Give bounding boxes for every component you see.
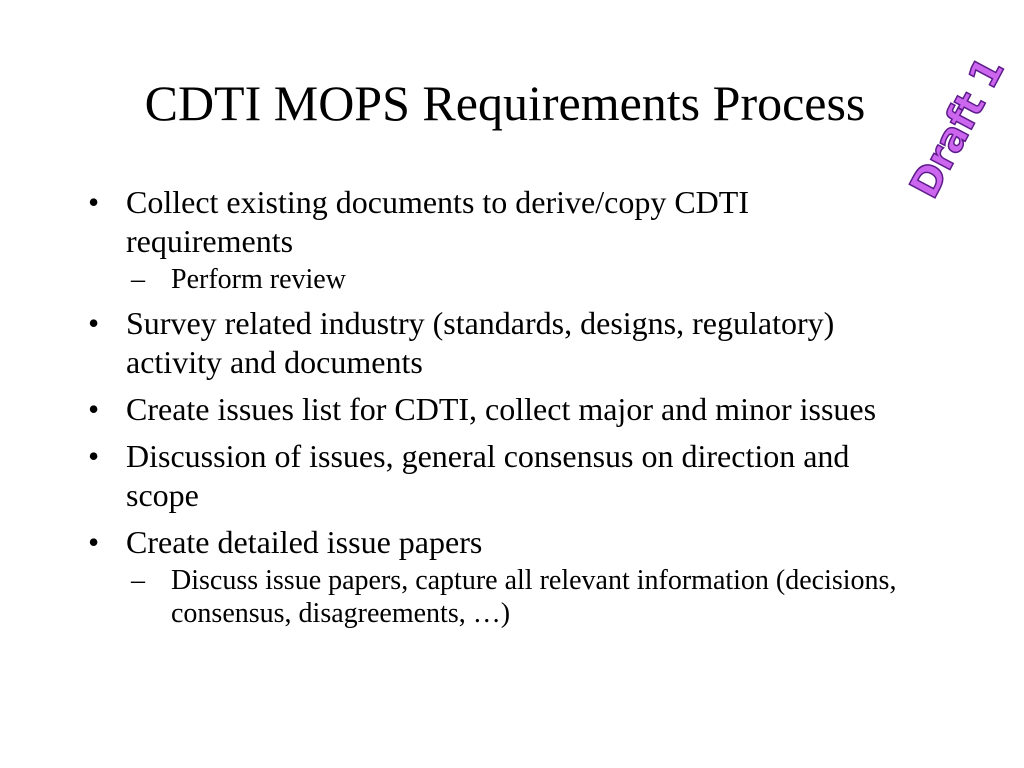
dash-icon: – bbox=[131, 565, 145, 596]
sub-bullet-list bbox=[126, 564, 918, 630]
sub-bullet-list bbox=[126, 263, 918, 296]
list-item-text: Discussion of issues, general consensus on direction and scope bbox=[126, 438, 850, 513]
list-item bbox=[88, 183, 918, 296]
list-item-text: Create detailed issue papers bbox=[126, 524, 483, 560]
bullet-icon: • bbox=[88, 391, 100, 427]
sub-list-item bbox=[126, 263, 918, 296]
bullet-icon: • bbox=[88, 438, 100, 474]
list-item bbox=[88, 437, 918, 515]
list-item bbox=[88, 304, 918, 382]
list-item-text: Create issues list for CDTI, collect major and minor issues bbox=[126, 391, 877, 427]
list-item bbox=[88, 523, 918, 630]
list-item-text: Survey related industry (standards, designs, regulatory) activity and documents bbox=[126, 305, 835, 380]
slide-title: CDTI MOPS Requirements Process bbox=[144, 75, 866, 131]
sub-list-item-text: Perform review bbox=[171, 264, 346, 295]
draft-watermark: Draft 1 bbox=[901, 50, 1014, 206]
dash-icon: – bbox=[131, 264, 145, 295]
bullet-icon: • bbox=[88, 524, 100, 560]
bullet-icon: • bbox=[88, 184, 100, 220]
list-item-text: Collect existing documents to derive/copy CDTI requirements bbox=[126, 184, 749, 259]
list-item bbox=[88, 390, 918, 429]
sub-list-item-text: Discuss issue papers, capture all relevant information (decisions, consensus, disagreements, …) bbox=[171, 565, 897, 629]
sub-list-item bbox=[126, 564, 918, 630]
bullet-list bbox=[88, 183, 918, 630]
bullet-icon: • bbox=[88, 305, 100, 341]
